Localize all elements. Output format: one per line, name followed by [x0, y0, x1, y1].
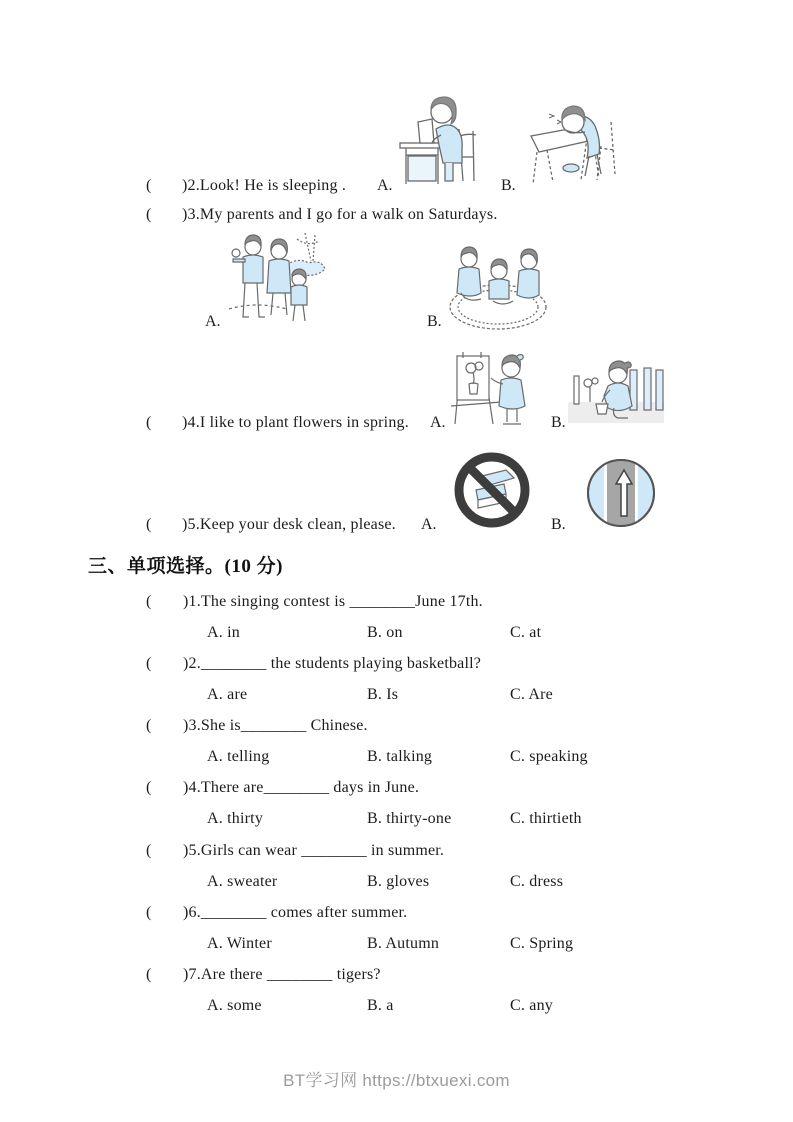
option-c: C. Are: [510, 686, 553, 703]
question-stem: )4.I like to plant flowers in spring.: [182, 414, 409, 431]
question-stem: )4.There are________ days in June.: [183, 779, 420, 796]
option-c: C. speaking: [510, 748, 588, 765]
no-littering-sign-icon: [452, 450, 532, 530]
section-heading: 三、单项选择。(10 分): [88, 556, 283, 577]
question-stem: )5.Girls can wear ________ in summer.: [183, 842, 445, 859]
question-stem: )6.________ comes after summer.: [183, 904, 408, 921]
choice-label-b: B.: [551, 516, 566, 533]
question-stem: )3.She is________ Chinese.: [183, 717, 368, 734]
answer-bracket: (: [146, 655, 152, 672]
option-b: B. thirty-one: [367, 810, 452, 827]
answer-bracket: (: [146, 717, 152, 734]
choice-label-b: B.: [551, 414, 566, 431]
go-straight-sign-icon: [584, 456, 658, 530]
option-b: B. gloves: [367, 873, 430, 890]
boy-sleeping-at-desk-illustration: [527, 96, 619, 186]
boy-writing-at-desk-illustration: [399, 93, 481, 186]
family-on-rug-illustration: [447, 237, 549, 333]
answer-bracket: (: [146, 516, 152, 533]
option-c: C. at: [510, 624, 542, 641]
question-stem: )2.________ the students playing basketball?: [183, 655, 482, 672]
answer-bracket: (: [146, 414, 152, 431]
question-stem: )3.My parents and I go for a walk on Saturdays.: [182, 206, 498, 223]
question-stem: )2.Look! He is sleeping .: [182, 177, 347, 194]
question-stem: )1.The singing contest is ________June 17th.: [183, 593, 483, 610]
option-a: A. sweater: [207, 873, 278, 890]
option-b: B. Autumn: [367, 935, 440, 952]
option-b: B. talking: [367, 748, 433, 765]
question-stem: )7.Are there ________ tigers?: [183, 966, 381, 983]
option-a: A. thirty: [207, 810, 264, 827]
answer-bracket: (: [146, 842, 152, 859]
choice-label-a: A.: [205, 313, 221, 330]
answer-bracket: (: [146, 593, 152, 610]
choice-label-b: B.: [501, 177, 516, 194]
option-a: A. Winter: [207, 935, 272, 952]
option-b: B. on: [367, 624, 403, 641]
option-b: B. Is: [367, 686, 399, 703]
question-stem: )5.Keep your desk clean, please.: [182, 516, 396, 533]
choice-label-a: A.: [377, 177, 393, 194]
answer-bracket: (: [146, 966, 152, 983]
site-footer: [0, 1066, 793, 1091]
option-c: C. dress: [510, 873, 564, 890]
option-c: C. thirtieth: [510, 810, 582, 827]
option-a: A. in: [207, 624, 240, 641]
option-a: A. telling: [207, 748, 270, 765]
option-c: C. any: [510, 997, 553, 1014]
answer-bracket: (: [146, 177, 152, 194]
answer-bracket: (: [146, 206, 152, 223]
choice-label-b: B.: [427, 313, 442, 330]
option-a: A. are: [207, 686, 248, 703]
answer-bracket: (: [146, 779, 152, 796]
choice-label-a: A.: [430, 414, 446, 431]
option-b: B. a: [367, 997, 394, 1014]
choice-label-a: A.: [421, 516, 437, 533]
option-c: C. Spring: [510, 935, 574, 952]
family-walking-illustration: [227, 231, 332, 329]
girl-planting-flowers-illustration: [566, 356, 666, 425]
footer-site-text: BT学习网 https://btxuexi.com: [283, 1071, 510, 1090]
option-a: A. some: [207, 997, 262, 1014]
girl-painting-easel-illustration: [449, 350, 535, 427]
answer-bracket: (: [146, 904, 152, 921]
